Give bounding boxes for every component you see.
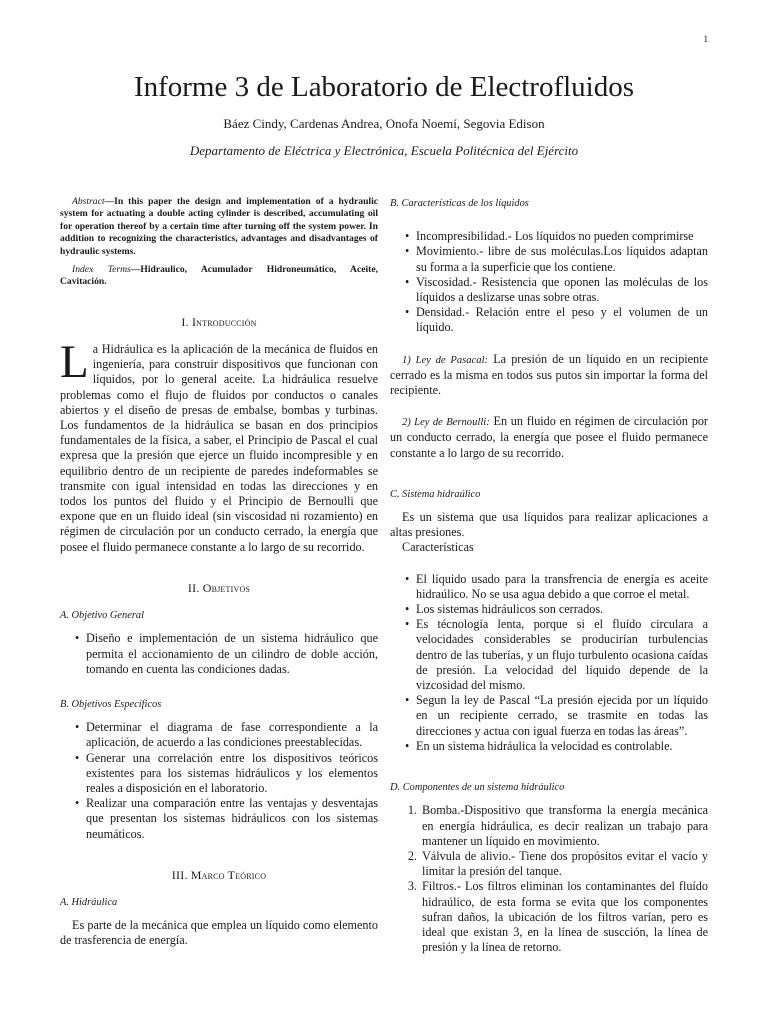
abstract (60, 196, 378, 258)
law-bernoulli (390, 414, 708, 461)
subsection-objetivo-general: A. Objetivo General (60, 610, 144, 622)
intro-text: a Hidráulica es la aplicación de la mecánica de fluidos en ingeniería, para construir dispositivos que funcionan con líquidos, por lo general aceite. La hidráulica resuelve problemas como el flujo de fluidos por conductos o canales abiertos y el diseño de presas de embalse, bombas y turbinas. Los fundamentos de la hidráulica se basan en dos principios fundamentales de la física, a saber, el Principio de Pascal el cual expresa que la presión que ejerce un fluido incompresible y en equilibrio dentro de un recipiente de paredes indeformables se transmite con igual intensidad en todas las direcciones y en todos los puntos del fluido y el Principio de Bernoulli que expone que en un fluido ideal (sin viscosidad ni rozamiento) en régimen de circulación por un conducto cerrado, la energía que posee el fluido permanece constante a lo largo de su recorrido. (60, 342, 378, 554)
system-characteristics-list (390, 572, 708, 754)
abstract-text: —In this paper the design and implementation of a hydraulic system for actuating a double acting cylinder is described, accumulating oil for operation thereof by a certain time after turning off the system power. In addition to recognizing the characteristics, advantages and disadvantages of hydraulic systems. (60, 196, 378, 257)
law-title: 2) Ley de Bernoulli: (402, 417, 490, 429)
dropcap: L (60, 336, 89, 389)
list-item: 3. Filtros.- Los filtros eliminan los contaminantes del fluído hidraúlico, de esta forma se evita que los componentes sufran daños, la ubicación de los filtros varían, pero es ideal que existan 3, en la línea de suscción, la línea de presión y la línea de retorno. (420, 879, 708, 955)
section-number: I. (181, 314, 192, 329)
law-pascal (390, 352, 708, 399)
specific-objectives-list (60, 720, 378, 842)
index-terms-text: —Hidraulico, Acumulador Hidroneumático, Aceite, Cavitación. (60, 264, 378, 288)
intro-paragraph (60, 336, 378, 555)
hidraulica-paragraph: Es parte de la mecánica que emplea un líquido como elemento de trasferencia de energía. (60, 918, 378, 948)
section-number: III. (171, 867, 191, 882)
list-item: • Diseño e implementación de un sistema hidráulico que permita el accionamiento de un cilindro de doble acción, tomando en cuenta las condiciones dadas. (86, 631, 378, 677)
section-title: Objetivos (202, 580, 251, 595)
section-heading-marco (60, 868, 378, 883)
section-title: Marco Teórico (190, 867, 267, 882)
section-number: II. (187, 580, 203, 595)
list-item: • El líquido usado para la transfrencia de energía es aceite hidraúlico. No se usa agua debido a que corroe el metal. (416, 572, 708, 602)
subsection-componentes: D. Componentes de un sistema hidráulico (390, 782, 565, 794)
section-heading-intro (60, 315, 378, 330)
list-item: • Incompresibilidad.- Los líquidos no pueden comprimirse (416, 229, 708, 244)
list-item: • Es técnología lenta, porque si el fluído circulara a velocidades considerables se producirían turbulencias dentro de las tuberías, y un flujo turbulento ocasiona caídas de presión. La velocidad del líquido depende de la vizcosidad del mismo. (416, 617, 708, 693)
right-column (390, 196, 708, 955)
subsection-hidraulica: A. Hidráulica (60, 896, 118, 908)
list-item: • Segun la ley de Pascal “La presión ejecida por un líquido en un recipiente cerrado, se trasmite en todas las direcciones y actua con igual fuerza en todas las áreas”. (416, 693, 708, 739)
sistema-paragraph: Es un sistema que usa líquidos para realizar aplicaciones a altas presiones. (390, 510, 708, 540)
index-terms (60, 264, 378, 289)
law-title: 1) Ley de Pasacal: (402, 354, 489, 366)
affiliation: Departamento de Eléctrica y Electrónica, Escuela Politécnica del Ejército (189, 143, 579, 158)
caracteristicas-label: Características (402, 540, 474, 555)
list-item: 2. Válvula de alivio.- Tiene dos propósitos evitar el vacío y limitar la presión del tanque. (420, 849, 708, 879)
law-text: La presión de un líquido en un recipiente cerrado es la misma en todos sus putos sin importar la forma del recipiente. (390, 351, 708, 398)
list-item: • En un sistema hidráulica la velocidad es controlable. (416, 739, 708, 754)
components-list (390, 803, 708, 955)
law-text: En un fluido en régimen de circulación por un conducto cerrado, la energía que posee el fluido permanece constante a lo largo de su recorrido. (390, 414, 708, 460)
list-item: • Los sistemas hidráulicos son cerrados. (416, 602, 708, 617)
list-item: • Movimiento.- libre de sus moléculas.Los líquidos adaptan su forma a la superficie que los contiene. (416, 244, 708, 274)
index-terms-label: Index Terms (72, 264, 131, 276)
abstract-label: Abstract (72, 196, 105, 207)
paper-title: Informe 3 de Laboratorio de Electrofluidos (133, 71, 635, 103)
list-item: • Realizar una comparación entre las ventajas y desventajas que presentan los sistemas hidráulicos con los sistemas neumáticos. (86, 796, 378, 842)
left-column (60, 196, 378, 949)
subsection-caracteristicas-liquidos: B. Características de los líquidos (390, 198, 529, 209)
section-title: Introducción (191, 314, 257, 329)
list-item: • Densidad.- Relación entre el peso y el volumen de un líquido. (416, 305, 708, 335)
list-item: • Determinar el diagrama de fase correspondiente a la aplicación, de acuerdo a las condiciones preestablecidas. (86, 720, 378, 750)
general-objectives-list (60, 631, 378, 677)
list-item: 1. Bomba.-Dispositivo que transforma la energía mecánica en energía hidráulica, es decir realizan un trabajo para mantener un líquido en movimiento. (420, 803, 708, 849)
subsection-objetivos-especificos: B. Objetivos Específicos (60, 698, 162, 710)
liquid-characteristics-list (390, 229, 708, 335)
list-item: • Generar una correlación entre los dispositivos teóricos existentes para los sistemas hidráulicos y los elementos reales a disposición en el laboratorio. (86, 751, 378, 797)
section-heading-objetivos (60, 581, 378, 596)
subsection-sistema-hidraulico: C. Sistema hidraúlico (390, 488, 481, 500)
authors: Báez Cindy, Cardenas Andrea, Onofa Noemí, Segovia Edison (223, 116, 545, 131)
page-number: 1 (703, 34, 708, 44)
list-item: • Viscosidad.- Resistencia que oponen las moléculas de los líquidos a deslizarse unas sobre otras. (416, 275, 708, 305)
